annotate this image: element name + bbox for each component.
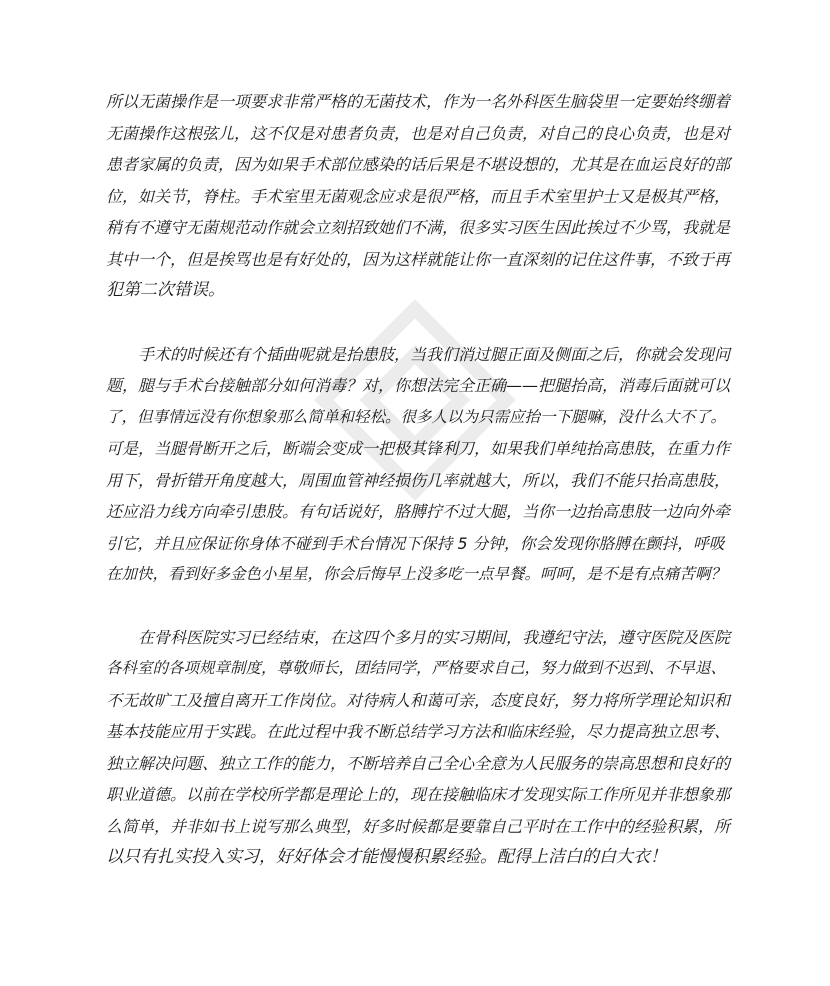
text-line: 各科室的各项规章制度，尊敬师长，团结同学，严格要求自己，努力做到不迟到、不早退、 — [106, 659, 727, 677]
text-line: 么简单，并非如书上说写那么典型，好多时候都是要靠自己平时在工作中的经验积累，所 — [106, 816, 731, 836]
text-line: 以只有扎实投入实习，好好体会才能慢慢积累经验。配得上洁白的白大衣！ — [106, 847, 667, 867]
text-line: 引它，并且应保证你身体不碰到手术台情况下保持 5 分钟，你会发现你胳膊在颤抖，呼吸 — [106, 533, 725, 553]
text-line: 所以无菌操作是一项要求非常严格的无菌技术，作为一名外科医生脑袋里一定要始终绷着 — [106, 92, 731, 111]
text-line: 独立解决问题、独立工作的能力，不断培养自己全心全意为人民服务的崇高思想和良好的 — [106, 753, 731, 773]
text-line: 患者家属的负责，因为如果手术部位感染的话后果是不堪设想的，尤其是在血运良好的部 — [106, 155, 731, 174]
text-line: 犯第二次错误。 — [106, 280, 225, 300]
text-line: 位，如关节，脊柱。手术室里无菌观念应求是很严格，而且手术室里护士又是极其严格， — [106, 186, 731, 206]
text-line: 题，腿与手术台接触部分如何消毒？对，你想法完全正确——把腿抬高，消毒后面就可以 — [106, 376, 731, 395]
text-line: 无菌操作这根弦儿，这不仅是对患者负责，也是对自己负责，对自己的良心负责，也是对 — [106, 123, 731, 143]
text-line: 在骨科医院实习已经结束，在这四个多月的实习期间，我遵纪守法，遵守医院及医院 — [106, 627, 731, 647]
text-line: 还应沿力线方向牵引患肢。有句话说好，胳膊拧不过大腿，当你一边抬高患肢一边向外牵 — [106, 502, 731, 521]
text-line: 基本技能应用于实践。在此过程中我不断总结学习方法和临床经验，尽力提高独立思考、 — [106, 722, 731, 741]
text-line: 职业道德。以前在学校所学都是理论上的，现在接触临床才发现实际工作所见并非想象那 — [106, 785, 731, 804]
text-line: 手术的时候还有个插曲呢就是抬患肢，当我们消过腿正面及侧面之后，你就会发现问 — [106, 344, 731, 364]
paragraph-2 — [106, 339, 732, 591]
text-line: 可是，当腿骨断开之后，断端会变成一把极其锋利刀，如果我们单纯抬高患肢，在重力作 — [106, 439, 731, 458]
text-line: 在加快，看到好多金色小星星，你会后悔早上没多吃一点早餐。呵呵，是不是有点痛苦啊？ — [106, 565, 727, 583]
paragraph-3 — [106, 622, 732, 874]
text-line: 用下，骨折错开角度越大，周围血管神经损伤几率就越大，所以，我们不能只抬高患肢， — [106, 470, 731, 490]
text-line: 其中一个，但是挨骂也是有好处的，因为这样就能让你一直深刻的记住这件事，不致于再 — [106, 249, 731, 269]
text-line: 稍有不遵守无菌规范动作就会立刻招致她们不满，很多实习医生因此挨过不少骂，我就是 — [106, 218, 731, 237]
text-line: 不无故旷工及擅自离开工作岗位。对待病人和蔼可亲，态度良好，努力将所学理论知识和 — [106, 690, 731, 710]
paragraph-1 — [106, 86, 732, 307]
text-line: 了，但事情远没有你想象那么简单和轻松。很多人以为只需应抬一下腿嘛，没什么大不了。 — [106, 407, 727, 426]
document-body — [106, 86, 732, 874]
